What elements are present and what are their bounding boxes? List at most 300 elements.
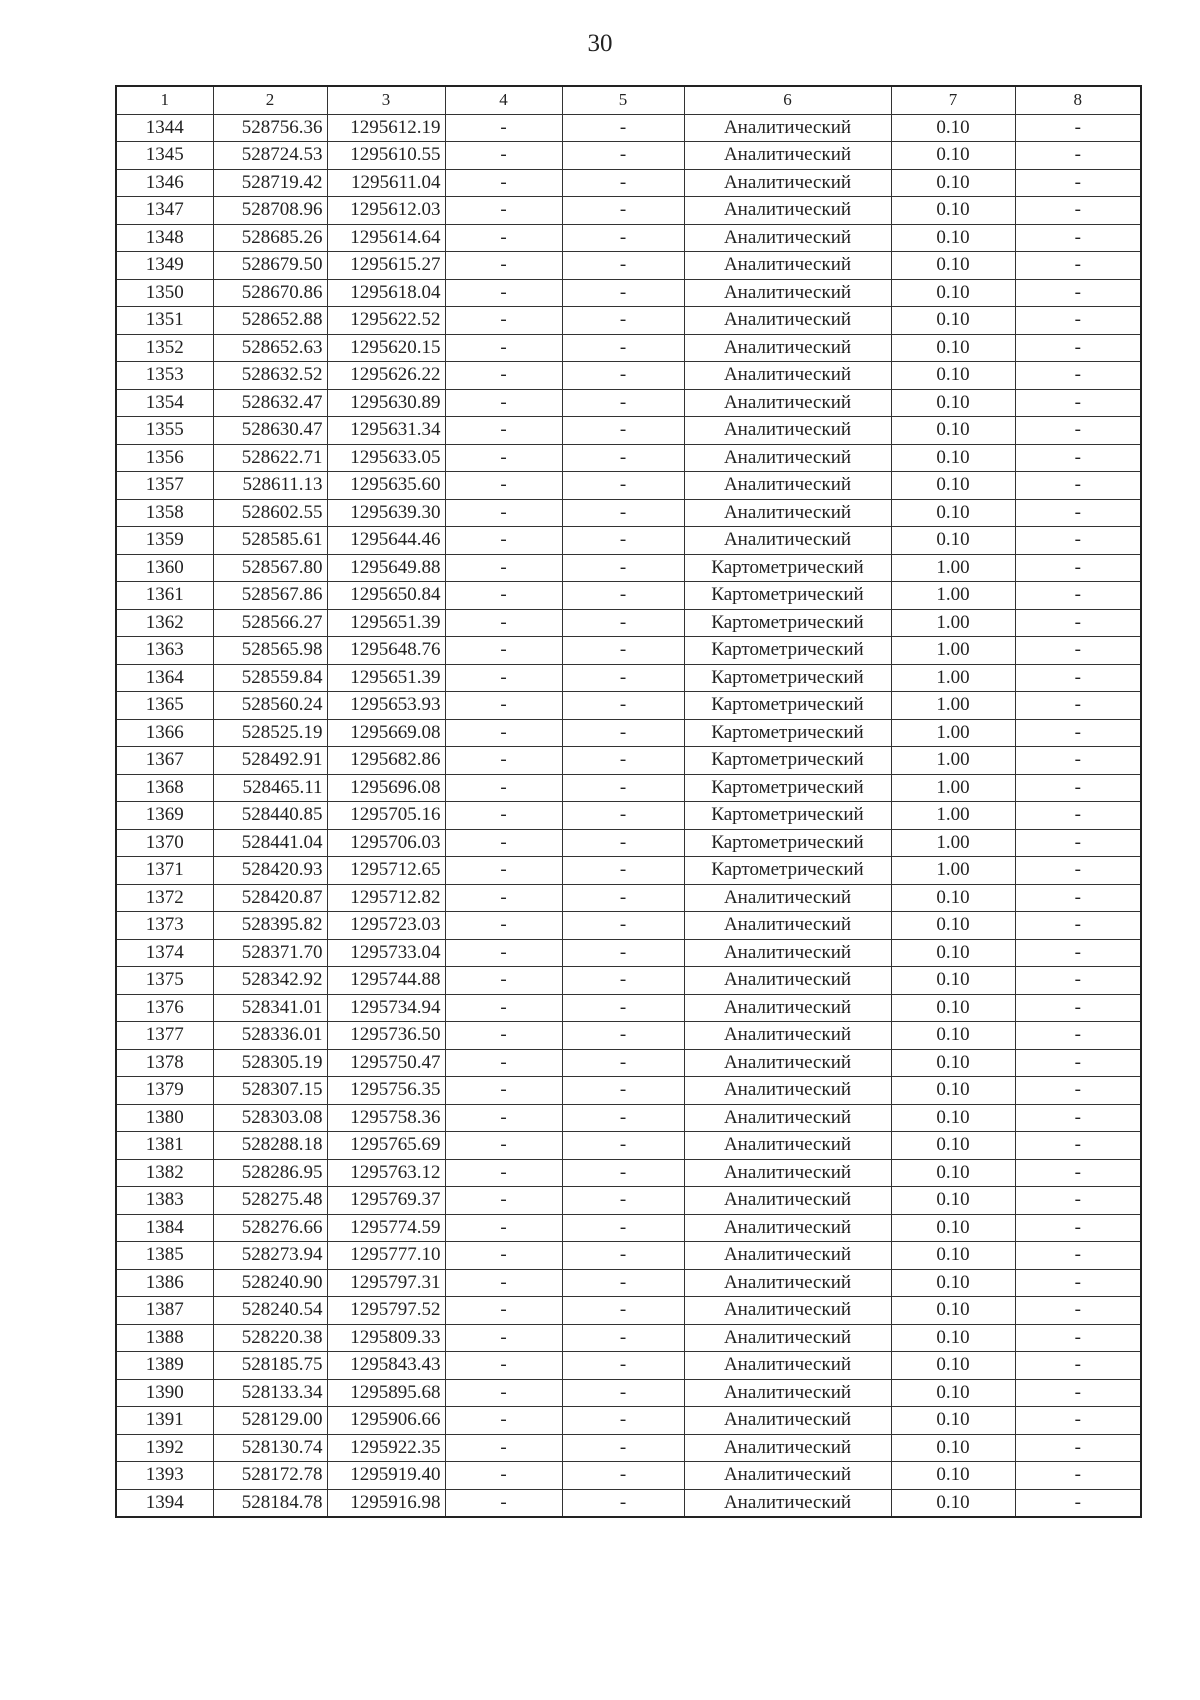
accuracy-cell: 1.00 <box>891 692 1015 720</box>
x-coordinate-cell: 528303.08 <box>213 1104 327 1132</box>
column-5-cell: - <box>562 114 684 142</box>
accuracy-cell: 0.10 <box>891 1159 1015 1187</box>
table-row <box>116 1269 1141 1297</box>
method-cell: Аналитический <box>684 1242 891 1270</box>
column-5-cell: - <box>562 967 684 995</box>
table-row <box>116 1297 1141 1325</box>
table-row <box>116 967 1141 995</box>
column-4-cell: - <box>445 499 562 527</box>
method-cell: Аналитический <box>684 362 891 390</box>
x-coordinate-cell: 528585.61 <box>213 527 327 555</box>
x-coordinate-cell: 528395.82 <box>213 912 327 940</box>
y-coordinate-cell: 1295922.35 <box>327 1434 445 1462</box>
point-number-cell: 1359 <box>116 527 213 555</box>
point-number-cell: 1368 <box>116 774 213 802</box>
accuracy-cell: 0.10 <box>891 444 1015 472</box>
point-number-cell: 1373 <box>116 912 213 940</box>
x-coordinate-cell: 528492.91 <box>213 747 327 775</box>
accuracy-cell: 0.10 <box>891 1132 1015 1160</box>
column-4-cell: - <box>445 252 562 280</box>
column-4-cell: - <box>445 1077 562 1105</box>
table-row <box>116 1407 1141 1435</box>
column-5-cell: - <box>562 169 684 197</box>
column-8-cell: - <box>1015 554 1141 582</box>
column-4-cell: - <box>445 774 562 802</box>
point-number-cell: 1349 <box>116 252 213 280</box>
table-row <box>116 334 1141 362</box>
method-cell: Картометрический <box>684 637 891 665</box>
column-8-cell: - <box>1015 1242 1141 1270</box>
point-number-cell: 1347 <box>116 197 213 225</box>
accuracy-cell: 0.10 <box>891 307 1015 335</box>
y-coordinate-cell: 1295765.69 <box>327 1132 445 1160</box>
column-5-cell: - <box>562 362 684 390</box>
column-4-cell: - <box>445 169 562 197</box>
accuracy-cell: 1.00 <box>891 829 1015 857</box>
accuracy-cell: 0.10 <box>891 499 1015 527</box>
column-header: 3 <box>327 86 445 114</box>
y-coordinate-cell: 1295653.93 <box>327 692 445 720</box>
point-number-cell: 1352 <box>116 334 213 362</box>
column-5-cell: - <box>562 224 684 252</box>
y-coordinate-cell: 1295651.39 <box>327 664 445 692</box>
method-cell: Картометрический <box>684 609 891 637</box>
x-coordinate-cell: 528307.15 <box>213 1077 327 1105</box>
accuracy-cell: 0.10 <box>891 114 1015 142</box>
column-8-cell: - <box>1015 1379 1141 1407</box>
x-coordinate-cell: 528273.94 <box>213 1242 327 1270</box>
table-row <box>116 774 1141 802</box>
method-cell: Аналитический <box>684 1159 891 1187</box>
column-4-cell: - <box>445 1132 562 1160</box>
column-5-cell: - <box>562 1242 684 1270</box>
accuracy-cell: 0.10 <box>891 1379 1015 1407</box>
column-5-cell: - <box>562 1187 684 1215</box>
column-5-cell: - <box>562 582 684 610</box>
method-cell: Аналитический <box>684 417 891 445</box>
y-coordinate-cell: 1295758.36 <box>327 1104 445 1132</box>
method-cell: Аналитический <box>684 389 891 417</box>
point-number-cell: 1388 <box>116 1324 213 1352</box>
y-coordinate-cell: 1295614.64 <box>327 224 445 252</box>
method-cell: Аналитический <box>684 1434 891 1462</box>
table-row <box>116 472 1141 500</box>
column-4-cell: - <box>445 637 562 665</box>
method-cell: Аналитический <box>684 279 891 307</box>
column-8-cell: - <box>1015 637 1141 665</box>
method-cell: Аналитический <box>684 1214 891 1242</box>
y-coordinate-cell: 1295916.98 <box>327 1489 445 1517</box>
y-coordinate-cell: 1295626.22 <box>327 362 445 390</box>
method-cell: Аналитический <box>684 1022 891 1050</box>
accuracy-cell: 1.00 <box>891 609 1015 637</box>
point-number-cell: 1369 <box>116 802 213 830</box>
column-8-cell: - <box>1015 362 1141 390</box>
column-5-cell: - <box>562 912 684 940</box>
accuracy-cell: 0.10 <box>891 1049 1015 1077</box>
column-4-cell: - <box>445 417 562 445</box>
column-4-cell: - <box>445 829 562 857</box>
column-8-cell: - <box>1015 1187 1141 1215</box>
accuracy-cell: 1.00 <box>891 857 1015 885</box>
column-4-cell: - <box>445 362 562 390</box>
table-row <box>116 224 1141 252</box>
y-coordinate-cell: 1295651.39 <box>327 609 445 637</box>
table-row <box>116 857 1141 885</box>
y-coordinate-cell: 1295682.86 <box>327 747 445 775</box>
x-coordinate-cell: 528652.88 <box>213 307 327 335</box>
point-number-cell: 1385 <box>116 1242 213 1270</box>
accuracy-cell: 0.10 <box>891 967 1015 995</box>
column-4-cell: - <box>445 1407 562 1435</box>
table-row <box>116 1159 1141 1187</box>
point-number-cell: 1364 <box>116 664 213 692</box>
point-number-cell: 1380 <box>116 1104 213 1132</box>
method-cell: Аналитический <box>684 1269 891 1297</box>
x-coordinate-cell: 528565.98 <box>213 637 327 665</box>
method-cell: Аналитический <box>684 252 891 280</box>
column-8-cell: - <box>1015 1022 1141 1050</box>
column-4-cell: - <box>445 719 562 747</box>
column-5-cell: - <box>562 1352 684 1380</box>
column-8-cell: - <box>1015 114 1141 142</box>
column-8-cell: - <box>1015 197 1141 225</box>
x-coordinate-cell: 528724.53 <box>213 142 327 170</box>
method-cell: Аналитический <box>684 334 891 362</box>
column-5-cell: - <box>562 417 684 445</box>
table-row <box>116 114 1141 142</box>
table-row <box>116 554 1141 582</box>
column-8-cell: - <box>1015 417 1141 445</box>
column-4-cell: - <box>445 692 562 720</box>
y-coordinate-cell: 1295736.50 <box>327 1022 445 1050</box>
column-5-cell: - <box>562 252 684 280</box>
column-4-cell: - <box>445 554 562 582</box>
column-5-cell: - <box>562 1214 684 1242</box>
column-4-cell: - <box>445 1269 562 1297</box>
method-cell: Аналитический <box>684 444 891 472</box>
column-5-cell: - <box>562 1434 684 1462</box>
point-number-cell: 1353 <box>116 362 213 390</box>
column-4-cell: - <box>445 857 562 885</box>
accuracy-cell: 1.00 <box>891 747 1015 775</box>
y-coordinate-cell: 1295615.27 <box>327 252 445 280</box>
x-coordinate-cell: 528440.85 <box>213 802 327 830</box>
table-row <box>116 912 1141 940</box>
table-row <box>116 994 1141 1022</box>
x-coordinate-cell: 528184.78 <box>213 1489 327 1517</box>
method-cell: Аналитический <box>684 1077 891 1105</box>
x-coordinate-cell: 528560.24 <box>213 692 327 720</box>
table-row <box>116 939 1141 967</box>
column-4-cell: - <box>445 142 562 170</box>
column-8-cell: - <box>1015 747 1141 775</box>
point-number-cell: 1346 <box>116 169 213 197</box>
accuracy-cell: 0.10 <box>891 1022 1015 1050</box>
column-5-cell: - <box>562 554 684 582</box>
column-4-cell: - <box>445 1324 562 1352</box>
column-4-cell: - <box>445 307 562 335</box>
x-coordinate-cell: 528129.00 <box>213 1407 327 1435</box>
accuracy-cell: 0.10 <box>891 362 1015 390</box>
column-8-cell: - <box>1015 499 1141 527</box>
x-coordinate-cell: 528567.80 <box>213 554 327 582</box>
column-5-cell: - <box>562 1324 684 1352</box>
y-coordinate-cell: 1295919.40 <box>327 1462 445 1490</box>
x-coordinate-cell: 528420.93 <box>213 857 327 885</box>
column-8-cell: - <box>1015 252 1141 280</box>
point-number-cell: 1392 <box>116 1434 213 1462</box>
accuracy-cell: 0.10 <box>891 1269 1015 1297</box>
accuracy-cell: 1.00 <box>891 719 1015 747</box>
method-cell: Аналитический <box>684 224 891 252</box>
accuracy-cell: 0.10 <box>891 1489 1015 1517</box>
x-coordinate-cell: 528341.01 <box>213 994 327 1022</box>
y-coordinate-cell: 1295610.55 <box>327 142 445 170</box>
table-row <box>116 719 1141 747</box>
method-cell: Аналитический <box>684 527 891 555</box>
column-8-cell: - <box>1015 1407 1141 1435</box>
table-row <box>116 1049 1141 1077</box>
table-row <box>116 884 1141 912</box>
column-8-cell: - <box>1015 1269 1141 1297</box>
table-row <box>116 417 1141 445</box>
accuracy-cell: 0.10 <box>891 224 1015 252</box>
column-4-cell: - <box>445 609 562 637</box>
x-coordinate-cell: 528133.34 <box>213 1379 327 1407</box>
point-number-cell: 1376 <box>116 994 213 1022</box>
x-coordinate-cell: 528185.75 <box>213 1352 327 1380</box>
table-row <box>116 444 1141 472</box>
table-row <box>116 279 1141 307</box>
method-cell: Аналитический <box>684 1379 891 1407</box>
table-row <box>116 1104 1141 1132</box>
method-cell: Аналитический <box>684 1187 891 1215</box>
method-cell: Аналитический <box>684 994 891 1022</box>
x-coordinate-cell: 528670.86 <box>213 279 327 307</box>
column-4-cell: - <box>445 664 562 692</box>
point-number-cell: 1345 <box>116 142 213 170</box>
table-row <box>116 1462 1141 1490</box>
table-row <box>116 802 1141 830</box>
accuracy-cell: 0.10 <box>891 334 1015 362</box>
table-row <box>116 169 1141 197</box>
method-cell: Аналитический <box>684 307 891 335</box>
point-number-cell: 1387 <box>116 1297 213 1325</box>
method-cell: Аналитический <box>684 1489 891 1517</box>
y-coordinate-cell: 1295733.04 <box>327 939 445 967</box>
column-4-cell: - <box>445 1352 562 1380</box>
y-coordinate-cell: 1295639.30 <box>327 499 445 527</box>
method-cell: Аналитический <box>684 967 891 995</box>
y-coordinate-cell: 1295696.08 <box>327 774 445 802</box>
accuracy-cell: 0.10 <box>891 169 1015 197</box>
table-row <box>116 1489 1141 1517</box>
x-coordinate-cell: 528342.92 <box>213 967 327 995</box>
x-coordinate-cell: 528632.47 <box>213 389 327 417</box>
y-coordinate-cell: 1295612.03 <box>327 197 445 225</box>
accuracy-cell: 0.10 <box>891 1434 1015 1462</box>
y-coordinate-cell: 1295631.34 <box>327 417 445 445</box>
point-number-cell: 1384 <box>116 1214 213 1242</box>
point-number-cell: 1383 <box>116 1187 213 1215</box>
point-number-cell: 1386 <box>116 1269 213 1297</box>
point-number-cell: 1363 <box>116 637 213 665</box>
column-4-cell: - <box>445 912 562 940</box>
method-cell: Аналитический <box>684 939 891 967</box>
column-4-cell: - <box>445 994 562 1022</box>
y-coordinate-cell: 1295906.66 <box>327 1407 445 1435</box>
x-coordinate-cell: 528756.36 <box>213 114 327 142</box>
column-5-cell: - <box>562 389 684 417</box>
column-4-cell: - <box>445 224 562 252</box>
column-4-cell: - <box>445 1379 562 1407</box>
column-5-cell: - <box>562 444 684 472</box>
method-cell: Картометрический <box>684 774 891 802</box>
column-4-cell: - <box>445 802 562 830</box>
table-row <box>116 307 1141 335</box>
coordinates-table <box>115 85 1142 1518</box>
column-8-cell: - <box>1015 169 1141 197</box>
column-5-cell: - <box>562 1132 684 1160</box>
column-header: 7 <box>891 86 1015 114</box>
accuracy-cell: 0.10 <box>891 472 1015 500</box>
point-number-cell: 1350 <box>116 279 213 307</box>
accuracy-cell: 0.10 <box>891 252 1015 280</box>
method-cell: Аналитический <box>684 1324 891 1352</box>
method-cell: Аналитический <box>684 912 891 940</box>
column-5-cell: - <box>562 1297 684 1325</box>
table-row <box>116 527 1141 555</box>
x-coordinate-cell: 528632.52 <box>213 362 327 390</box>
accuracy-cell: 1.00 <box>891 582 1015 610</box>
column-8-cell: - <box>1015 1077 1141 1105</box>
point-number-cell: 1358 <box>116 499 213 527</box>
method-cell: Аналитический <box>684 472 891 500</box>
x-coordinate-cell: 528240.54 <box>213 1297 327 1325</box>
y-coordinate-cell: 1295622.52 <box>327 307 445 335</box>
x-coordinate-cell: 528525.19 <box>213 719 327 747</box>
y-coordinate-cell: 1295809.33 <box>327 1324 445 1352</box>
y-coordinate-cell: 1295706.03 <box>327 829 445 857</box>
x-coordinate-cell: 528130.74 <box>213 1434 327 1462</box>
column-8-cell: - <box>1015 1434 1141 1462</box>
column-5-cell: - <box>562 719 684 747</box>
accuracy-cell: 1.00 <box>891 554 1015 582</box>
column-4-cell: - <box>445 747 562 775</box>
x-coordinate-cell: 528685.26 <box>213 224 327 252</box>
column-header: 4 <box>445 86 562 114</box>
column-8-cell: - <box>1015 912 1141 940</box>
column-4-cell: - <box>445 967 562 995</box>
column-4-cell: - <box>445 1297 562 1325</box>
method-cell: Аналитический <box>684 197 891 225</box>
table-row <box>116 1242 1141 1270</box>
accuracy-cell: 1.00 <box>891 664 1015 692</box>
table-header-row <box>116 86 1141 114</box>
x-coordinate-cell: 528220.38 <box>213 1324 327 1352</box>
column-4-cell: - <box>445 1214 562 1242</box>
column-4-cell: - <box>445 279 562 307</box>
method-cell: Картометрический <box>684 664 891 692</box>
column-header: 2 <box>213 86 327 114</box>
method-cell: Картометрический <box>684 802 891 830</box>
column-5-cell: - <box>562 857 684 885</box>
column-8-cell: - <box>1015 527 1141 555</box>
column-8-cell: - <box>1015 939 1141 967</box>
y-coordinate-cell: 1295705.16 <box>327 802 445 830</box>
column-4-cell: - <box>445 582 562 610</box>
x-coordinate-cell: 528371.70 <box>213 939 327 967</box>
table-row <box>116 829 1141 857</box>
column-5-cell: - <box>562 829 684 857</box>
page-number: 30 <box>587 30 613 57</box>
column-8-cell: - <box>1015 389 1141 417</box>
method-cell: Картометрический <box>684 719 891 747</box>
y-coordinate-cell: 1295777.10 <box>327 1242 445 1270</box>
column-8-cell: - <box>1015 1297 1141 1325</box>
table-row <box>116 664 1141 692</box>
point-number-cell: 1370 <box>116 829 213 857</box>
y-coordinate-cell: 1295630.89 <box>327 389 445 417</box>
point-number-cell: 1394 <box>116 1489 213 1517</box>
y-coordinate-cell: 1295763.12 <box>327 1159 445 1187</box>
column-5-cell: - <box>562 1049 684 1077</box>
column-8-cell: - <box>1015 884 1141 912</box>
column-5-cell: - <box>562 1269 684 1297</box>
y-coordinate-cell: 1295649.88 <box>327 554 445 582</box>
table-row <box>116 252 1141 280</box>
accuracy-cell: 0.10 <box>891 1352 1015 1380</box>
method-cell: Картометрический <box>684 582 891 610</box>
column-4-cell: - <box>445 884 562 912</box>
column-5-cell: - <box>562 1159 684 1187</box>
column-header: 8 <box>1015 86 1141 114</box>
column-5-cell: - <box>562 499 684 527</box>
column-8-cell: - <box>1015 1049 1141 1077</box>
accuracy-cell: 0.10 <box>891 1214 1015 1242</box>
point-number-cell: 1348 <box>116 224 213 252</box>
method-cell: Аналитический <box>684 1462 891 1490</box>
x-coordinate-cell: 528602.55 <box>213 499 327 527</box>
table-row <box>116 1324 1141 1352</box>
accuracy-cell: 1.00 <box>891 637 1015 665</box>
accuracy-cell: 0.10 <box>891 1462 1015 1490</box>
column-4-cell: - <box>445 1489 562 1517</box>
y-coordinate-cell: 1295797.52 <box>327 1297 445 1325</box>
x-coordinate-cell: 528305.19 <box>213 1049 327 1077</box>
y-coordinate-cell: 1295644.46 <box>327 527 445 555</box>
column-5-cell: - <box>562 1379 684 1407</box>
table-row <box>116 197 1141 225</box>
x-coordinate-cell: 528420.87 <box>213 884 327 912</box>
accuracy-cell: 0.10 <box>891 417 1015 445</box>
y-coordinate-cell: 1295620.15 <box>327 334 445 362</box>
y-coordinate-cell: 1295723.03 <box>327 912 445 940</box>
x-coordinate-cell: 528275.48 <box>213 1187 327 1215</box>
point-number-cell: 1371 <box>116 857 213 885</box>
y-coordinate-cell: 1295756.35 <box>327 1077 445 1105</box>
method-cell: Аналитический <box>684 169 891 197</box>
accuracy-cell: 0.10 <box>891 1407 1015 1435</box>
method-cell: Картометрический <box>684 554 891 582</box>
column-5-cell: - <box>562 1462 684 1490</box>
method-cell: Картометрический <box>684 747 891 775</box>
column-5-cell: - <box>562 774 684 802</box>
column-5-cell: - <box>562 802 684 830</box>
x-coordinate-cell: 528611.13 <box>213 472 327 500</box>
y-coordinate-cell: 1295797.31 <box>327 1269 445 1297</box>
